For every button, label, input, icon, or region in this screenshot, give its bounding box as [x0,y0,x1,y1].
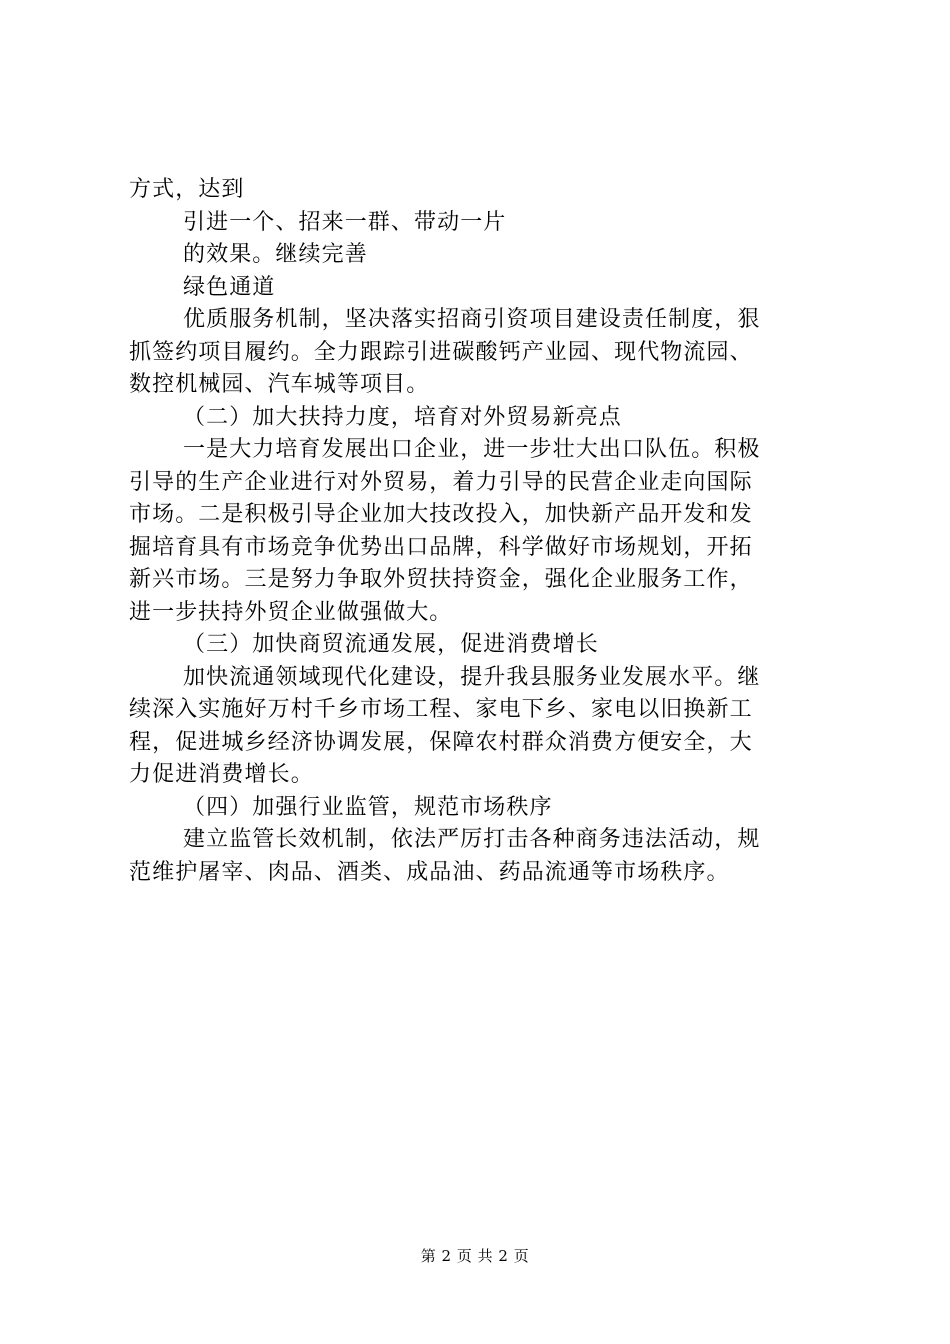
paragraph-line: 力促进消费增长。 [129,762,314,787]
paragraph-line: 优质服务机制，坚决落实招商引资项目建设责任制度，狠 [183,307,761,332]
paragraph-line: 进一步扶持外贸企业做强做大。 [129,599,453,625]
paragraph-line: 数控机械园、汽车城等项目。 [129,372,430,397]
page-footer [0,1245,950,1266]
paragraph-line: 建立监管长效机制，依法严厉打击各种商务违法活动，规 [183,827,761,852]
paragraph-line: 抓签约项目履约。全力跟踪引进碳酸钙产业园、现代物流园、 [129,339,753,365]
paragraph-line: 范维护屠宰、肉品、酒类、成品油、药品流通等市场秩序。 [129,859,730,885]
paragraph-line: 掘培育具有市场竞争优势出口品牌，科学做好市场规划，开拓 [129,534,753,560]
section-heading-4: （四）加强行业监管，规范市场秩序 [183,794,553,820]
section-heading-2: （二）加大扶持力度，培育对外贸易新亮点 [183,404,622,430]
paragraph-line: 一是大力培育发展出口企业，进一步壮大出口队伍。积极 [183,437,761,462]
document-body [129,174,829,889]
paragraph-line: 市场。二是积极引导企业加大技改投入，加快新产品开发和发 [129,502,753,527]
paragraph-line: 程，促进城乡经济协调发展，保障农村群众消费方便安全，大 [129,729,753,755]
text-line: 方式，达到 [129,177,245,202]
text-line: 引进一个、招来一群、带动一片 [183,209,507,235]
text-line: 的效果。继续完善 [183,242,368,267]
text-line: 绿色通道 [183,274,276,300]
page-number-label: 第 2 页 共 2 页 [420,1247,530,1265]
paragraph-line: 加快流通领域现代化建设，提升我县服务业发展水平。继 [183,664,761,690]
section-heading-3: （三）加快商贸流通发展，促进消费增长 [183,632,599,657]
paragraph-line: 引导的生产企业进行对外贸易，着力引导的民营企业走向国际 [129,469,753,495]
paragraph-line: 新兴市场。三是努力争取外贸扶持资金，强化企业服务工作， [129,567,753,592]
paragraph-line: 续深入实施好万村千乡市场工程、家电下乡、家电以旧换新工 [129,697,753,722]
